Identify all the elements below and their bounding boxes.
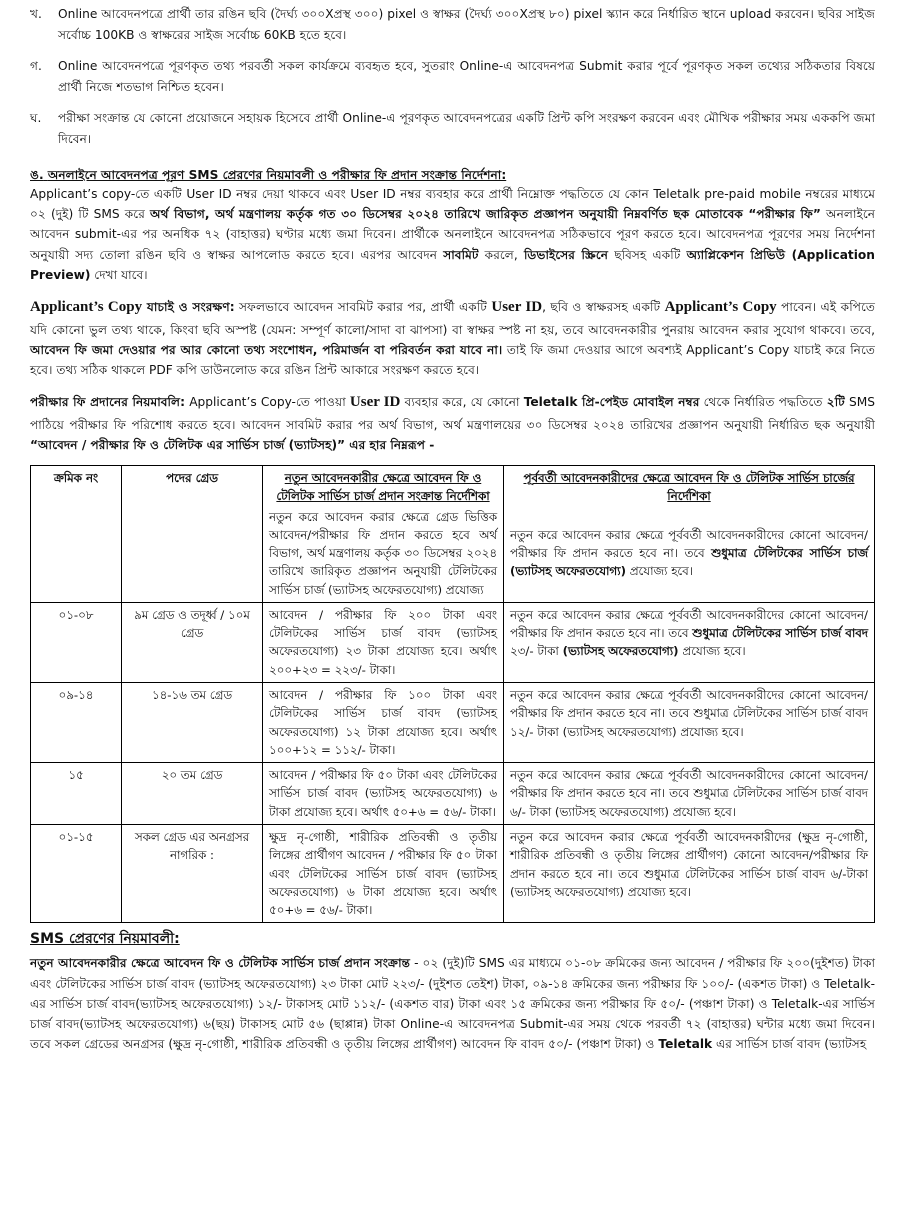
bold-run: Applicant’s Copy	[664, 298, 777, 315]
bold-run: সাবমিট	[443, 247, 479, 262]
bold-run: শুধুমাত্র টেলিটকের সার্ভিস চার্জ (ভ্যাটসহ অফেরতযোগ্য)	[510, 545, 868, 579]
text-run: ছবিসহ একটি	[608, 247, 687, 262]
bold-run: User ID	[349, 393, 401, 410]
cell-old-fee: নতুন করে আবেদন করার ক্ষেত্রে পূর্ববর্তী আবেদনকারীদের কোনো আবেদন/পরীক্ষার ফি প্রদান করতে হবে না। তবে শুধুমাত্র টেলিটকের সার্ভিস চার্জ বাবদ ৬/- টাকা (ভ্যাটসহ অফেরতযোগ্য) প্রযোজ্য হবে।	[504, 763, 875, 825]
text-run: করলে,	[478, 247, 524, 262]
bold-run: শুধুমাত্র টেলিটকের সার্ভিস চার্জ বাবদ	[692, 626, 869, 641]
bold-run: আবেদন ফি জমা দেওয়ার পর আর কোনো তথ্য সংশোধন, পরিমার্জন বা পরিবর্তন করা যাবে না।	[30, 342, 503, 357]
bold-run: “আবেদন / পরীক্ষার ফি ও টেলিটক এর সার্ভিস চার্জ (ভ্যাটসহ)” এর হার নিম্নরূপ -	[30, 437, 435, 452]
item-number: ঘ.	[30, 110, 42, 125]
item-number: গ.	[30, 58, 42, 73]
table-header-row	[31, 465, 875, 602]
cell-new-fee: আবেদন / পরীক্ষার ফি ১০০ টাকা এবং টেলিটকের সার্ভিস চার্জ বাবদ (ভ্যাটসহ অফেরতযোগ্য) ১২ টাকা প্রযোজ্য হবে। অর্থাৎ ১০০+১২ = ১১২/- টাকা।	[263, 683, 504, 763]
instruction-item-kha	[30, 4, 875, 46]
cell-grade: ৯ম গ্রেড ও তদূর্ধ্ব / ১০ম গ্রেড	[122, 602, 263, 682]
cell-serial: ০৯-১৪	[31, 683, 122, 763]
bold-run: অর্থ বিভাগ, অর্থ মন্ত্রণালয় কর্তৃক গত ৩০ ডিসেম্বর ২০২৪ তারিখে জারিকৃত প্রজ্ঞাপন অনুযায়ী নিম্নবর্ণিত ছক মোতাবেক “পরীক্ষার ফি”	[150, 207, 821, 222]
cell-old-fee: নতুন করে আবেদন করার ক্ষেত্রে পূর্ববর্তী আবেদনকারীদের (ক্ষুদ্র নৃ-গোষ্ঠী, শারীরিক প্রতিবন্ধী ও তৃতীয় লিঙ্গের প্রার্থীগণ) কোনো আবেদন/পরীক্ষার ফি প্রদান করতে হবে না। তবে শুধুমাত্র টেলিটকের সার্ভিস চার্জ বাবদ ৬/-টাকা (ভ্যাটসহ অফেরতযোগ্য) প্রযোজ্য হবে।	[504, 825, 875, 923]
cell-serial: ০১-১৫	[31, 825, 122, 923]
cell-serial: ১৫	[31, 763, 122, 825]
section-heading	[30, 166, 875, 184]
cell-grade: সকল গ্রেড এর অনগ্রসর নাগরিক :	[122, 825, 263, 923]
text-run: নতুন করে আবেদন করার ক্ষেত্রে পূর্ববর্তী আবেদনকারীদের কোনো আবেদন/পরীক্ষার ফি প্রদান করতে হবে না। তবে	[510, 527, 868, 560]
text-run: থেকে নির্ধারিত পদ্ধতিতে	[699, 394, 827, 409]
instruction-item-gha	[30, 108, 875, 150]
header-grade: পদের গ্রেড	[122, 465, 263, 602]
header-old-applicant-note	[510, 526, 868, 581]
table-row	[31, 763, 875, 825]
paragraph-fee-rules	[30, 390, 875, 455]
text-run: দেখা যাবে।	[90, 267, 148, 282]
text-run: এর সার্ভিস চার্জ বাবদ (ভ্যাটসহ	[712, 1036, 867, 1051]
header-serial: ক্রমিক নং	[31, 465, 122, 602]
bold-run: যাচাই ও সংরক্ষণ:	[142, 299, 235, 314]
cell-grade: ২০ তম গ্রেড	[122, 763, 263, 825]
text-run: প্রযোজ্য হবে।	[678, 644, 746, 659]
table-row	[31, 825, 875, 923]
text-run: , ছবি ও স্বাক্ষরসহ একটি	[542, 299, 665, 314]
text-run: পাবেন। এই কপিতে যদি কোনো ভুল তথ্য থাকে, কিংবা ছবি অস্পষ্ট (যেমন: সম্পূর্ণ কালো/সাদা বা ঝাপসা) বা স্বাক্ষর স্পষ্ট না হয়, তবে আবেদনকারীর পুনরায় আবেদন করার সুযোগ থাকবে। তবে,	[30, 299, 876, 337]
table-row	[31, 683, 875, 763]
header-old-applicant-label: পূর্ববর্তী আবেদনকারীদের ক্ষেত্রে আবেদন ফি ও টেলিটক সার্ভিস চার্জের নির্দেশিকা	[523, 470, 855, 504]
sms-rules-paragraph	[30, 953, 875, 1054]
bold-run: অ্যাপ্লিকেশন প্রিভিউ (Application Preview)	[30, 247, 875, 282]
paragraph-copy-verification	[30, 295, 875, 380]
item-text: পরীক্ষা সংক্রান্ত যে কোনো প্রয়োজনে সহায়ক হিসেবে প্রার্থী Online-এ পূরণকৃত আবেদনপত্রের একটি প্রিন্ট কপি সংরক্ষণ করবেন এবং মৌখিক পরীক্ষার সময় এককপি জমা দিবেন।	[58, 110, 875, 146]
header-new-applicant-note: নতুন করে আবেদন করার ক্ষেত্রে গ্রেড ভিত্তিক আবেদন/পরীক্ষার ফি প্রদান করতে হবে অর্থ বিভাগ, অর্থ মন্ত্রণালয় কর্তৃক ৩০ ডিসেম্বর ২০২৪ তারিখে জারিকৃত প্রজ্ঞাপন অনুযায়ী টেলিটকের সার্ভিস চার্জ (ভ্যাটসহ অফেরতযোগ্য) প্রযোজ্য	[269, 509, 497, 597]
text-run: Applicant’s Copy-তে পাওয়া	[185, 394, 350, 409]
text-run: সফলভাবে আবেদন সাবমিট করার পর, প্রার্থী একটি	[234, 299, 492, 314]
cell-old-fee: নতুন করে আবেদন করার ক্ষেত্রে পূর্ববর্তী আবেদনকারীদের কোনো আবেদন/পরীক্ষার ফি প্রদান করতে হবে না। তবে শুধুমাত্র টেলিটকের সার্ভিস চার্জ বাবদ ১২/- টাকা (ভ্যাটসহ অফেরতযোগ্য) প্রযোজ্য হবে।	[504, 683, 875, 763]
text-run: নতুন করে আবেদন করার ক্ষেত্রে পূর্ববর্তী আবেদনকারীদের কোনো আবেদন/পরীক্ষার ফি প্রদান করতে হবে না। তবে	[510, 607, 868, 641]
cell-serial: ০১-০৮	[31, 602, 122, 682]
bold-run: Teletalk প্রি-পেইড মোবাইল নম্বর	[523, 394, 700, 409]
item-number: খ.	[30, 7, 42, 21]
text-run: SMS পাঠিয়ে পরীক্ষার ফি পরিশোধ করতে হবে। আবেদন সাবমিট করার পর অর্থ বিভাগ, অর্থ মন্ত্রণালয়ের ৩০ ডিসেম্বর ২০২৪ তারিখের প্রজ্ঞাপন অনুযায়ী নির্ধারিত ছক অনুযায়ী	[30, 394, 875, 432]
item-text: Online আবেদনপত্রে প্রার্থী তার রঙিন ছবি (দৈর্ঘ্য ৩০০Xপ্রস্থ ৩০০) pixel ও স্বাক্ষর (দৈর্ঘ্য ৩০০Xপ্রস্থ ৮০) pixel স্ক্যান করে নির্ধারিত স্থানে upload করবেন। ছবির সাইজ সর্বোচ্চ 100KB ও স্বাক্ষরের সাইজ সর্বোচ্চ 60KB হতে হবে।	[58, 7, 875, 42]
fee-table	[30, 465, 875, 923]
bold-run: Applicant’s Copy	[30, 298, 143, 315]
cell-old-fee	[504, 602, 875, 682]
sms-rules-heading: SMS প্রেরণের নিয়মাবলী:	[30, 931, 180, 948]
cell-new-fee: আবেদন / পরীক্ষার ফি ২০০ টাকা এবং টেলিটকের সার্ভিস চার্জ বাবদ (ভ্যাটসহ অফেরতযোগ্য) ২৩ টাকা প্রযোজ্য হবে। অর্থাৎ ২০০+২৩ = ২২৩/- টাকা।	[263, 602, 504, 682]
table-row	[31, 602, 875, 682]
text-run: - ০২ (দুই)টি SMS এর মাধ্যমে ০১-০৮ ক্রমিকের জন্য আবেদন / পরীক্ষার ফি ২০০(দুইশত) টাকা এবং টেলিটকের সার্ভিস চার্জ বাবদ (ভ্যাটসহ অফেরতযোগ্য) ২৩ টাকা মোট ২২৩/- (দুইশত তেইশ) টাকা, ০৯-১৪ ক্রমিকের জন্য পরীক্ষার ফি ১০০/- (একশত টাকা) ও Teletalk-এর সার্ভিস চার্জ বাবদ(ভ্যাটসহ অফেরতযোগ্য) ১২/- টাকাসহ মোট ১১২/- (একশত বার) টাকা এবং ১৫ ক্রমিকের জন্য পরীক্ষার ফি ৫০/- (পঞ্চাশ টাকা) ও Teletalk-এর সার্ভিস চার্জ বাবদ(ভ্যাটসহ অফেরতযোগ্য) ৬(ছয়) টাকাসহ মোট ৫৬ (ছাপ্পান্ন) টাকা Online-এ আবেদনপত্র Submit-এর সময় থেকে পরবর্তী ৭২ (বাহাত্তর) ঘন্টার মধ্যে জমা দিবেন। তবে সকল গ্রেডের অনগ্রসর (ক্ষুদ্র নৃ-গোষ্ঠী, শারীরিক প্রতিবন্ধী ও তৃতীয় লিঙ্গের প্রার্থীগণ) আবেদন ফি বাবদ ৫০/- (পঞ্চাশ টাকা) ও	[30, 956, 875, 1051]
bold-run: User ID	[491, 298, 543, 315]
text-run: Applicant’s copy-তে একটি User ID নম্বর দেয়া থাকবে এবং User ID নম্বর ব্যবহার করে প্রার্থী নিম্নোক্ত পদ্ধতিতে যে কোন Teletalk pre-paid mobile নম্বরের মাধ্যমে ০২ (দুই) টি SMS করে	[30, 187, 875, 222]
text-run: ২৩/- টাকা	[510, 644, 563, 659]
bold-run: ২টি	[826, 394, 845, 409]
header-new-applicant-label: নতুন আবেদনকারীর ক্ষেত্রে আবেদন ফি ও টেলিটক সার্ভিস চার্জ প্রদান সংক্রান্ত নির্দেশিকা	[276, 470, 490, 504]
instruction-item-ga	[30, 56, 875, 98]
document-page	[30, 4, 875, 1064]
bold-run: (ভ্যাটসহ অফেরতযোগ্য)	[562, 644, 679, 659]
text-run: অনলাইনে আবেদন submit-এর পর অনধিক ৭২ (বাহাত্তর) ঘণ্টার মধ্যে জমা দিবেন। প্রার্থীকে অনলাইনে আবেদনপত্র সঠিকভাবে পূরণ করতে হবে। আবেদনপত্র পূরণের সময় নির্দেশনা অনুযায়ী সদ্য তোলা রঙিন ছবি ও স্বাক্ষর আপলোড করতে হবে। এরপর আবেদন	[30, 207, 875, 262]
cell-grade: ১৪-১৬ তম গ্রেড	[122, 683, 263, 763]
text-run: তাই ফি জমা দেওয়ার আগে অবশ্যই Applicant’s Copy যাচাই করে নিতে হবে। তথ্য সঠিক থাকলে PDF কপি ডাউনলোড করে রঙিন প্রিন্ট আকারে সংরক্ষণ করতে হবে।	[30, 342, 875, 377]
text-run: প্রযোজ্য হবে।	[625, 564, 693, 579]
header-new-applicant	[263, 465, 504, 602]
bold-run: Teletalk	[658, 1036, 713, 1051]
text-run: ব্যবহার করে, যে কোনো	[400, 394, 524, 409]
bold-run: ডিভাইসের স্ক্রিনে	[523, 247, 609, 262]
header-old-applicant	[504, 465, 875, 602]
cell-new-fee: ক্ষুদ্র নৃ-গোষ্ঠী, শারীরিক প্রতিবন্ধী ও তৃতীয় লিঙ্গের প্রার্থীগণ আবেদন / পরীক্ষার ফি ৫০ টাকা এবং টেলিটকের সার্ভিস চার্জ বাবদ (ভ্যাটসহ অফেরতযোগ্য) ৬ টাকা প্রযোজ্য হবে। অর্থাৎ ৫০+৬ = ৫৬/- টাকা।	[263, 825, 504, 923]
bold-run: নতুন আবেদনকারীর ক্ষেত্রে আবেদন ফি ও টেলিটক সার্ভিস চার্জ প্রদান সংক্রান্ত	[30, 956, 411, 971]
bold-run: পরীক্ষার ফি প্রদানের নিয়মাবলি:	[30, 394, 186, 409]
item-text: Online আবেদনপত্রে পূরণকৃত তথ্য পরবর্তী সকল কার্যক্রমে ব্যবহৃত হবে, সুতরাং Online-এ আবেদনপত্র Submit করার পূর্বে পূরণকৃত সকল তথ্যের সঠিকতার বিষয়ে প্রার্থী নিজে শতভাগ নিশ্চিত হবেন।	[58, 58, 875, 94]
section-number: ঙ.	[30, 167, 44, 182]
section-title: অনলাইনে আবেদনপত্র পূরণ SMS প্রেরণের নিয়মাবলী ও পরীক্ষার ফি প্রদান সংক্রান্ত নির্দেশনা:	[47, 167, 507, 182]
paragraph-applicant-copy-sms	[30, 184, 875, 285]
cell-new-fee: আবেদন / পরীক্ষার ফি ৫০ টাকা এবং টেলিটকের সার্ভিস চার্জ বাবদ (ভ্যাটসহ অফেরতযোগ্য) ৬ টাকা প্রযোজ্য হবে। অর্থাৎ ৫০+৬ = ৫৬/- টাকা।	[263, 763, 504, 825]
